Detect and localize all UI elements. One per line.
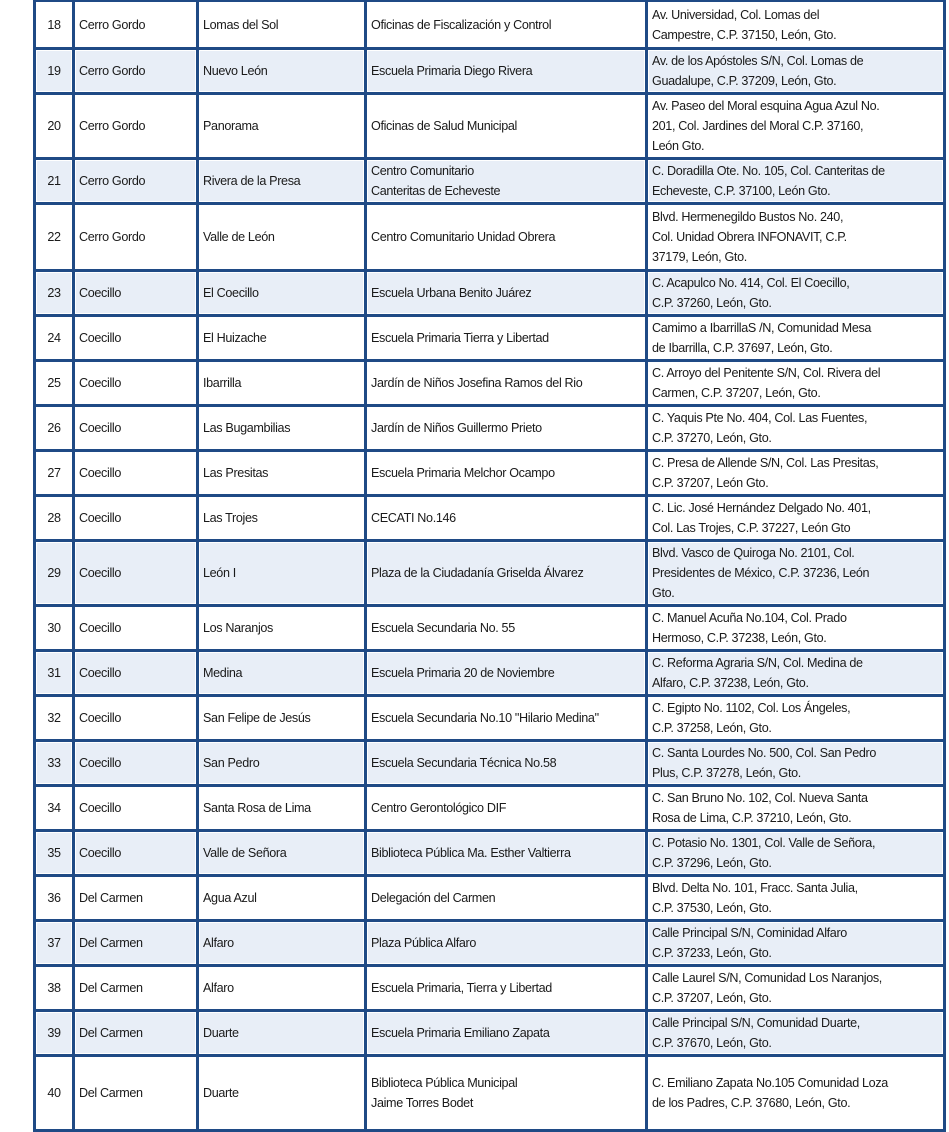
table-row (35, 271, 945, 316)
address-cell: Av. Paseo del Moral esquina Agua Azul No. 201, Col. Jardines del Moral C.P. 37160, León Gto. (647, 94, 945, 159)
address-cell: C. Acapulco No. 414, Col. El Coecillo, C.P. 37260, León, Gto. (647, 271, 945, 316)
address-cell: Av. de los Apóstoles S/N, Col. Lomas de Guadalupe, C.P. 37209, León, Gto. (647, 49, 945, 94)
row-number: 28 (35, 496, 74, 541)
table-row (35, 406, 945, 451)
table-row (35, 451, 945, 496)
zone-cell: Del Carmen (74, 1011, 198, 1056)
neighborhood-cell: Rivera de la Presa (198, 159, 366, 204)
table-row (35, 1011, 945, 1056)
zone-cell: Cerro Gordo (74, 1, 198, 49)
venue-cell: Escuela Primaria Melchor Ocampo (366, 451, 647, 496)
row-number: 21 (35, 159, 74, 204)
zone-cell: Coecillo (74, 496, 198, 541)
table-row (35, 204, 945, 271)
table-row (35, 49, 945, 94)
row-number: 37 (35, 921, 74, 966)
address-cell: C. Manuel Acuña No.104, Col. Prado Hermoso, C.P. 37238, León, Gto. (647, 606, 945, 651)
row-number: 40 (35, 1056, 74, 1131)
table-row (35, 361, 945, 406)
zone-cell: Coecillo (74, 451, 198, 496)
row-number: 30 (35, 606, 74, 651)
table-row (35, 786, 945, 831)
neighborhood-cell: Alfaro (198, 921, 366, 966)
venue-cell: CECATI No.146 (366, 496, 647, 541)
address-cell: C. Emiliano Zapata No.105 Comunidad Loza de los Padres, C.P. 37680, León, Gto. (647, 1056, 945, 1131)
row-number: 34 (35, 786, 74, 831)
table-row (35, 159, 945, 204)
zone-cell: Cerro Gordo (74, 159, 198, 204)
address-cell: Blvd. Vasco de Quiroga No. 2101, Col. Presidentes de México, C.P. 37236, León Gto. (647, 541, 945, 606)
venue-cell: Escuela Secundaria No. 55 (366, 606, 647, 651)
table-row (35, 541, 945, 606)
address-cell: C. Reforma Agraria S/N, Col. Medina de Alfaro, C.P. 37238, León, Gto. (647, 651, 945, 696)
table-row (35, 94, 945, 159)
neighborhood-cell: Santa Rosa de Lima (198, 786, 366, 831)
neighborhood-cell: Duarte (198, 1011, 366, 1056)
zone-cell: Cerro Gordo (74, 49, 198, 94)
zone-cell: Coecillo (74, 361, 198, 406)
neighborhood-cell: Las Trojes (198, 496, 366, 541)
address-cell: Av. Universidad, Col. Lomas del Campestre, C.P. 37150, León, Gto. (647, 1, 945, 49)
venue-cell: Escuela Urbana Benito Juárez (366, 271, 647, 316)
zone-cell: Del Carmen (74, 921, 198, 966)
neighborhood-cell: El Huizache (198, 316, 366, 361)
row-number: 38 (35, 966, 74, 1011)
zone-cell: Coecillo (74, 541, 198, 606)
zone-cell: Coecillo (74, 741, 198, 786)
row-number: 26 (35, 406, 74, 451)
row-number: 18 (35, 1, 74, 49)
venue-cell: Plaza de la Ciudadanía Griselda Álvarez (366, 541, 647, 606)
address-cell: C. San Bruno No. 102, Col. Nueva Santa Rosa de Lima, C.P. 37210, León, Gto. (647, 786, 945, 831)
address-cell: Calle Principal S/N, Cominidad Alfaro C.P. 37233, León, Gto. (647, 921, 945, 966)
neighborhood-cell: Alfaro (198, 966, 366, 1011)
row-number: 39 (35, 1011, 74, 1056)
venue-cell: Jardín de Niños Josefina Ramos del Rio (366, 361, 647, 406)
zone-cell: Coecillo (74, 696, 198, 741)
venue-cell: Escuela Primaria Emiliano Zapata (366, 1011, 647, 1056)
neighborhood-cell: Ibarrilla (198, 361, 366, 406)
zone-cell: Coecillo (74, 271, 198, 316)
table-row (35, 651, 945, 696)
neighborhood-cell: Las Presitas (198, 451, 366, 496)
neighborhood-cell: Duarte (198, 1056, 366, 1131)
venue-cell: Escuela Primaria Diego Rivera (366, 49, 647, 94)
row-number: 23 (35, 271, 74, 316)
row-number: 22 (35, 204, 74, 271)
table-row (35, 741, 945, 786)
neighborhood-cell: Medina (198, 651, 366, 696)
address-cell: C. Lic. José Hernández Delgado No. 401, Col. Las Trojes, C.P. 37227, León Gto (647, 496, 945, 541)
row-number: 29 (35, 541, 74, 606)
zone-cell: Coecillo (74, 316, 198, 361)
table-row (35, 966, 945, 1011)
neighborhood-cell: Las Bugambilias (198, 406, 366, 451)
neighborhood-cell: Nuevo León (198, 49, 366, 94)
venue-cell: Biblioteca Pública Municipal Jaime Torres Bodet (366, 1056, 647, 1131)
venue-cell: Centro Comunitario Unidad Obrera (366, 204, 647, 271)
row-number: 32 (35, 696, 74, 741)
neighborhood-cell: San Pedro (198, 741, 366, 786)
neighborhood-cell: Los Naranjos (198, 606, 366, 651)
venue-cell: Plaza Pública Alfaro (366, 921, 647, 966)
venue-cell: Escuela Primaria, Tierra y Libertad (366, 966, 647, 1011)
row-number: 35 (35, 831, 74, 876)
venue-cell: Escuela Secundaria Técnica No.58 (366, 741, 647, 786)
address-cell: Blvd. Delta No. 101, Fracc. Santa Julia, C.P. 37530, León, Gto. (647, 876, 945, 921)
neighborhood-cell: El Coecillo (198, 271, 366, 316)
venue-cell: Escuela Primaria Tierra y Libertad (366, 316, 647, 361)
address-cell: C. Yaquis Pte No. 404, Col. Las Fuentes, C.P. 37270, León, Gto. (647, 406, 945, 451)
venue-cell: Oficinas de Salud Municipal (366, 94, 647, 159)
table-row (35, 316, 945, 361)
zone-cell: Del Carmen (74, 966, 198, 1011)
neighborhood-cell: Valle de Señora (198, 831, 366, 876)
row-number: 31 (35, 651, 74, 696)
zone-cell: Cerro Gordo (74, 94, 198, 159)
venue-cell: Jardín de Niños Guillermo Prieto (366, 406, 647, 451)
zone-cell: Coecillo (74, 406, 198, 451)
address-cell: C. Santa Lourdes No. 500, Col. San Pedro Plus, C.P. 37278, León, Gto. (647, 741, 945, 786)
row-number: 27 (35, 451, 74, 496)
address-cell: C. Presa de Allende S/N, Col. Las Presitas, C.P. 37207, León Gto. (647, 451, 945, 496)
table-row (35, 606, 945, 651)
table-body (35, 1, 945, 1131)
table-row (35, 496, 945, 541)
zone-cell: Del Carmen (74, 876, 198, 921)
polling-locations-table (33, 0, 946, 1132)
venue-cell: Escuela Secundaria No.10 "Hilario Medina" (366, 696, 647, 741)
zone-cell: Coecillo (74, 786, 198, 831)
venue-cell: Escuela Primaria 20 de Noviembre (366, 651, 647, 696)
neighborhood-cell: Agua Azul (198, 876, 366, 921)
table-row (35, 1, 945, 49)
row-number: 33 (35, 741, 74, 786)
table-row (35, 1056, 945, 1131)
zone-cell: Cerro Gordo (74, 204, 198, 271)
address-cell: C. Doradilla Ote. No. 105, Col. Canteritas de Echeveste, C.P. 37100, León Gto. (647, 159, 945, 204)
neighborhood-cell: Valle de León (198, 204, 366, 271)
zone-cell: Del Carmen (74, 1056, 198, 1131)
address-cell: Camimo a IbarrillaS /N, Comunidad Mesa de Ibarrilla, C.P. 37697, León, Gto. (647, 316, 945, 361)
venue-cell: Oficinas de Fiscalización y Control (366, 1, 647, 49)
venue-cell: Centro Gerontológico DIF (366, 786, 647, 831)
address-cell: Calle Principal S/N, Comunidad Duarte, C.P. 37670, León, Gto. (647, 1011, 945, 1056)
address-cell: Blvd. Hermenegildo Bustos No. 240, Col. Unidad Obrera INFONAVIT, C.P. 37179, León, Gto. (647, 204, 945, 271)
row-number: 20 (35, 94, 74, 159)
address-cell: C. Potasio No. 1301, Col. Valle de Señora, C.P. 37296, León, Gto. (647, 831, 945, 876)
zone-cell: Coecillo (74, 831, 198, 876)
zone-cell: Coecillo (74, 651, 198, 696)
table-row (35, 696, 945, 741)
address-cell: C. Egipto No. 1102, Col. Los Ángeles, C.P. 37258, León, Gto. (647, 696, 945, 741)
row-number: 19 (35, 49, 74, 94)
address-cell: C. Arroyo del Penitente S/N, Col. Rivera del Carmen, C.P. 37207, León, Gto. (647, 361, 945, 406)
venue-cell: Biblioteca Pública Ma. Esther Valtierra (366, 831, 647, 876)
neighborhood-cell: Lomas del Sol (198, 1, 366, 49)
neighborhood-cell: Panorama (198, 94, 366, 159)
table-row (35, 876, 945, 921)
table-row (35, 831, 945, 876)
table-row (35, 921, 945, 966)
row-number: 25 (35, 361, 74, 406)
row-number: 36 (35, 876, 74, 921)
venue-cell: Delegación del Carmen (366, 876, 647, 921)
zone-cell: Coecillo (74, 606, 198, 651)
venue-cell: Centro Comunitario Canteritas de Echeveste (366, 159, 647, 204)
row-number: 24 (35, 316, 74, 361)
neighborhood-cell: San Felipe de Jesús (198, 696, 366, 741)
neighborhood-cell: León I (198, 541, 366, 606)
address-cell: Calle Laurel S/N, Comunidad Los Naranjos, C.P. 37207, León, Gto. (647, 966, 945, 1011)
